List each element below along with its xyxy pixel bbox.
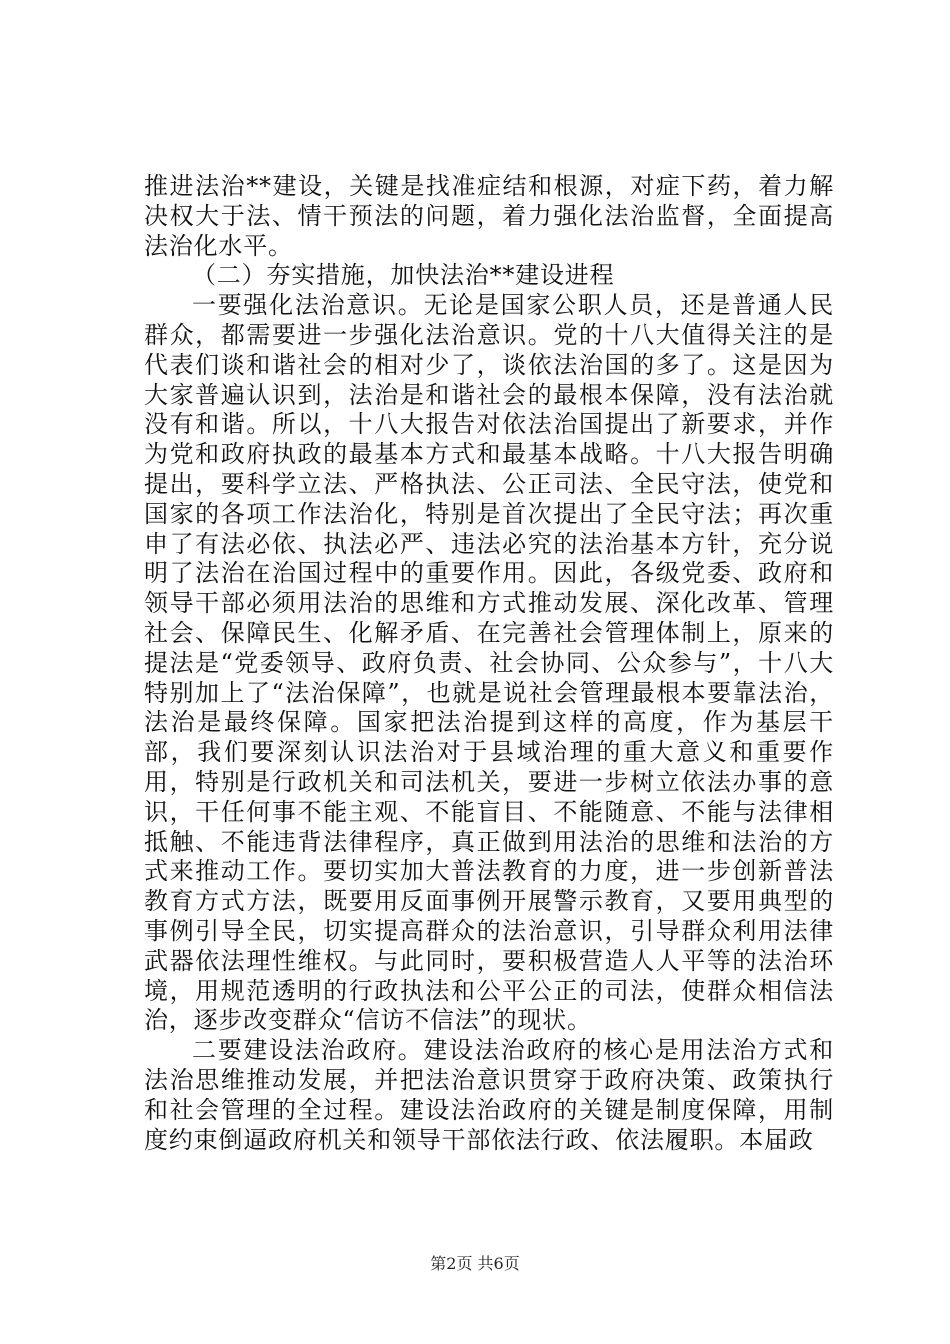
section-heading: （二）夯实措施，加快法治**建设进程	[192, 261, 615, 290]
paragraph-legal-government: 二要建设法治政府。建设法治政府的核心是用法治方式和法治思维推动发展，并把法治意识贯穿于政府决策、政策执行和社会管理的全过程。建设法治政府的关键是制度保障，用制度约束倒逼政府机关和领导干部依法行政、依法履职。本届政	[144, 1036, 834, 1154]
page-number-label: 第2页 共6页	[430, 1254, 520, 1273]
paragraph-legal-awareness: 一要强化法治意识。无论是国家公职人员，还是普通人民群众，都需要进一步强化法治意识。党的十八大值得关注的是代表们谈和谐社会的相对少了，谈依法治国的多了。这是因为大家普遍认识到，法治是和谐社会的最根本保障，没有法治就没有和谐。所以，十八大报告对依法治国提出了新要求，并作为党和政府执政的最基本方式和最基本战略。十八大报告明确提出，要科学立法、严格执法、公正司法、全民守法，使党和国家的各项工作法治化，特别是首次提出了全民守法；再次重申了有法必依、执法必严、违法必究的法治基本方针，充分说明了法治在治国过程中的重要作用。因此，各级党委、政府和领导干部必须用法治的思维和方式推动发展、深化改革、管理社会、保障民生、化解矛盾、在完善社会管理体制上，原来的提法是“党委领导、政府负责、社会协同、公众参与”，十八大特别加上了“法治保障”，也就是说社会管理最根本要靠法治，法治是最终保障。国家把法治提到这样的高度，作为基层干部，我们要深刻认识法治对于县域治理的重大意义和重要作用，特别是行政机关和司法机关，要进一步树立依法办事的意识，干任何事不能主观、不能盲目、不能随意、不能与法律相抵触、不能违背法律程序，真正做到用法治的思维和法治的方式来推动工作。要切实加大普法教育的力度，进一步创新普法教育方式方法，既要用反面事例开展警示教育，又要用典型的事例引导全民，切实提高群众的法治意识，引导群众利用法律武器依法理性维权。与此同时，要积极营造人人平等的法治环境，用规范透明的行政执法和公平公正的司法，使群众相信法治，逐步改变群众“信访不信法”的现状。	[144, 291, 834, 1035]
document-body	[144, 172, 834, 1155]
page-footer	[0, 1254, 950, 1274]
paragraph-intro: 推进法治**建设，关键是找准症结和根源，对症下药，着力解决权大于法、情干预法的问题，着力强化法治监督，全面提高法治化水平。	[144, 172, 834, 260]
